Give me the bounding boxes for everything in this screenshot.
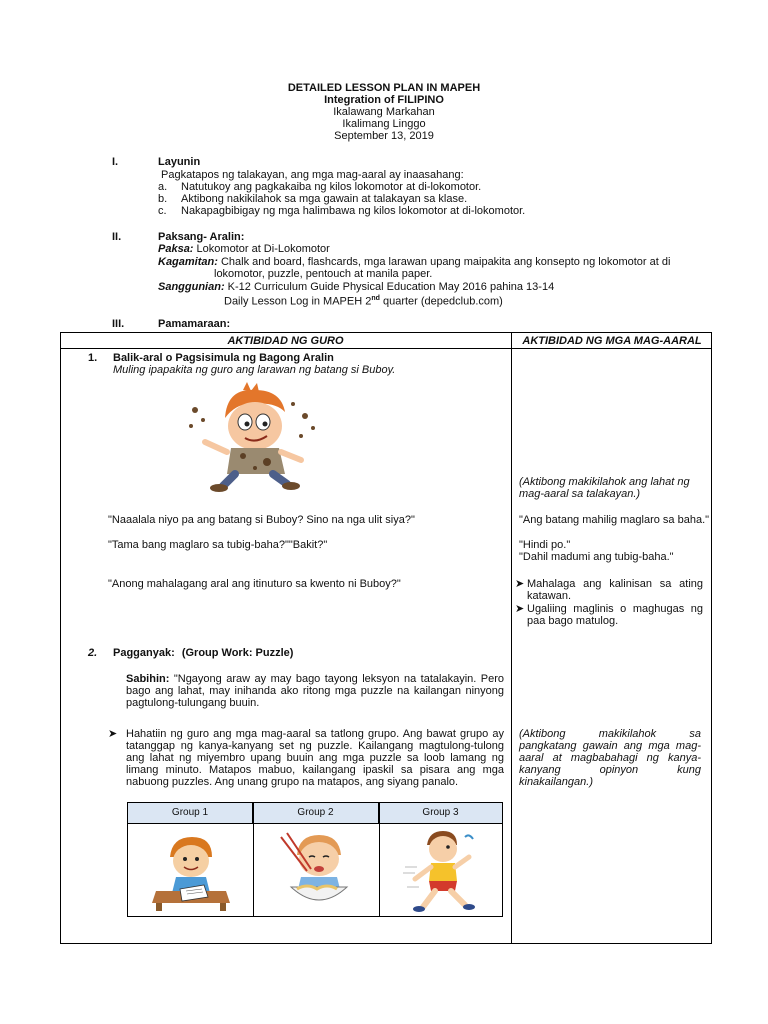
group-3-header: Group 3 — [379, 803, 502, 823]
answer-3-item-1: Mahalaga ang kalinisan sa ating katawan. — [527, 578, 703, 602]
section-2-title: Paksang- Aralin: — [158, 231, 245, 243]
instruction-text: Hahatiin ng guro ang mga mag-aaral sa tatlong grupo. Ang bawat grupo ay tatanggap ng kanya-kanyang set ng puzzle. Kailangang magtulong-tulong ang lahat ng miyembro upang buuin ang mga puzzle sa loob lamang ng limang minuto. Matapos mabuo, kailangang ipaskil sa pisara ang mga nabuong puzzles. Ang unang grupo na matapos, ang siyang panalo. — [126, 728, 504, 788]
question-3: "Anong mahalagang aral ang itinuturo sa kwento ni Buboy?" — [108, 578, 401, 590]
sanggunian-dll: Daily Lesson Log in MAPEH 2 — [224, 295, 372, 308]
objective-c-letter: c. — [158, 205, 167, 217]
answer-2b: "Dahil madumi ang tubig-baha." — [519, 551, 674, 563]
kagamitan-label: Kagamitan: — [158, 256, 218, 268]
section-3-title: Pamamaraan: — [158, 318, 231, 330]
paksa-label: Paksa: — [158, 243, 194, 255]
group-2-header: Group 2 — [253, 803, 379, 823]
sanggunian-sup: nd — [371, 295, 380, 302]
sabihin-label: Sabihin: — [126, 673, 170, 685]
student-note-2: (Aktibong makikilahok sa pangkatang gawain ang mga mag-aaral at magbabahagi ng kanya-kanyang opinyon kung kinakailangan.) — [519, 728, 701, 788]
question-1: "Naaalala niyo pa ang batang si Buboy? Sino na nga ulit siya?" — [108, 514, 415, 526]
question-2: "Tama bang maglaro sa tubig-baha?""Bakit?" — [108, 539, 328, 551]
objective-a-letter: a. — [158, 181, 168, 193]
objective-b-letter: b. — [158, 193, 168, 205]
objective-a-text: Natutukoy ang pagkakaiba ng kilos lokomotor at di-lokomotor. — [181, 181, 482, 193]
answer-3-list — [515, 578, 703, 627]
answer-1: "Ang batang mahilig maglaro sa baha." — [519, 514, 710, 526]
table-column-divider — [511, 332, 512, 944]
week-label: Ikalimang Linggo — [342, 118, 426, 130]
answer-3-item-2: Ugaliing maglinis o maghugas ng paa bago matulog. — [527, 603, 703, 627]
paksa-row — [158, 243, 330, 255]
section-1-number: I. — [112, 156, 119, 168]
answer-2a: "Hindi po." — [519, 539, 571, 551]
arrow-bullet-icon: ➤ — [515, 603, 525, 615]
sanggunian-value: K-12 Curriculum Guide Physical Education May 2016 pahina 13-14 — [227, 281, 555, 293]
instruction-bullet — [108, 728, 504, 788]
student-note-1-line-2: mag-aaral sa talakayan.) — [519, 488, 641, 500]
section-3-number: III. — [112, 318, 125, 330]
group-column-divider — [253, 803, 254, 916]
kagamitan-value: Chalk and board, flashcards, mga larawan upang maipakita ang konsepto ng lokomotor at di — [220, 256, 671, 268]
sanggunian-value-cont — [224, 293, 503, 308]
document-subtitle: Integration of FILIPINO — [324, 94, 444, 106]
step-2-title-row — [113, 647, 293, 659]
step-1-note: Muling ipapakita ng guro ang larawan ng batang si Buboy. — [113, 364, 396, 376]
group-column-divider — [379, 803, 380, 916]
sanggunian-quarter: quarter (depedclub.com) — [379, 295, 503, 308]
header-student-activity: AKTIBIDAD NG MGA MAG-AARAL — [522, 335, 702, 347]
quarter-label: Ikalawang Markahan — [333, 106, 435, 118]
paksa-value: Lokomotor at Di-Lokomotor — [196, 243, 330, 255]
boy-running-image — [403, 827, 483, 915]
document-title: DETAILED LESSON PLAN IN MAPEH — [287, 82, 481, 94]
boy-eating-image — [273, 829, 363, 913]
step-1-number: 1. — [88, 352, 98, 364]
arrow-bullet-icon: ➤ — [515, 578, 525, 590]
group-1-header: Group 1 — [128, 803, 253, 823]
student-note-1-line-1: (Aktibong makikilahok ang lahat ng — [519, 476, 690, 488]
objective-c-text: Nakapagbibigay ng mga halimbawa ng kilos lokomotor at di-lokomotor. — [181, 205, 526, 217]
sanggunian-row — [158, 281, 554, 293]
buboy-image — [183, 382, 323, 494]
group-table — [127, 802, 503, 917]
section-1-title: Layunin — [158, 156, 201, 168]
group-header-divider — [128, 823, 502, 824]
header-teacher-activity: AKTIBIDAD NG GURO — [227, 335, 344, 347]
arrow-bullet-icon: ➤ — [108, 728, 118, 740]
sabihin-paragraph — [126, 673, 504, 709]
step-2-title: Pagganyak: — [113, 647, 175, 659]
objective-b-text: Aktibong nakikilahok sa mga gawain at talakayan sa klase. — [181, 193, 468, 205]
kagamitan-row — [158, 256, 670, 268]
sanggunian-label: Sanggunian: — [158, 281, 225, 293]
sabihin-text: "Ngayong araw ay may bago tayong leksyon na tatalakayin. Pero bago ang lahat, may inihanda ako ritong mga puzzle na kailangan ninyong pagtulong-tulungang buuin. — [126, 673, 504, 709]
step-1-title: Balik-aral o Pagsisimula ng Bagong Aralin — [113, 352, 334, 364]
step-2-number: 2. — [88, 647, 98, 659]
section-2-number: II. — [112, 231, 122, 243]
boy-writing-image — [150, 829, 232, 913]
kagamitan-value-cont: lokomotor, puzzle, pentouch at manila paper. — [214, 268, 433, 280]
table-header-divider — [60, 348, 712, 349]
step-2-subtitle: (Group Work: Puzzle) — [181, 647, 294, 659]
section-1-intro: Pagkatapos ng talakayan, ang mga mag-aaral ay inaasahang: — [161, 169, 464, 181]
date-label: September 13, 2019 — [334, 130, 434, 142]
